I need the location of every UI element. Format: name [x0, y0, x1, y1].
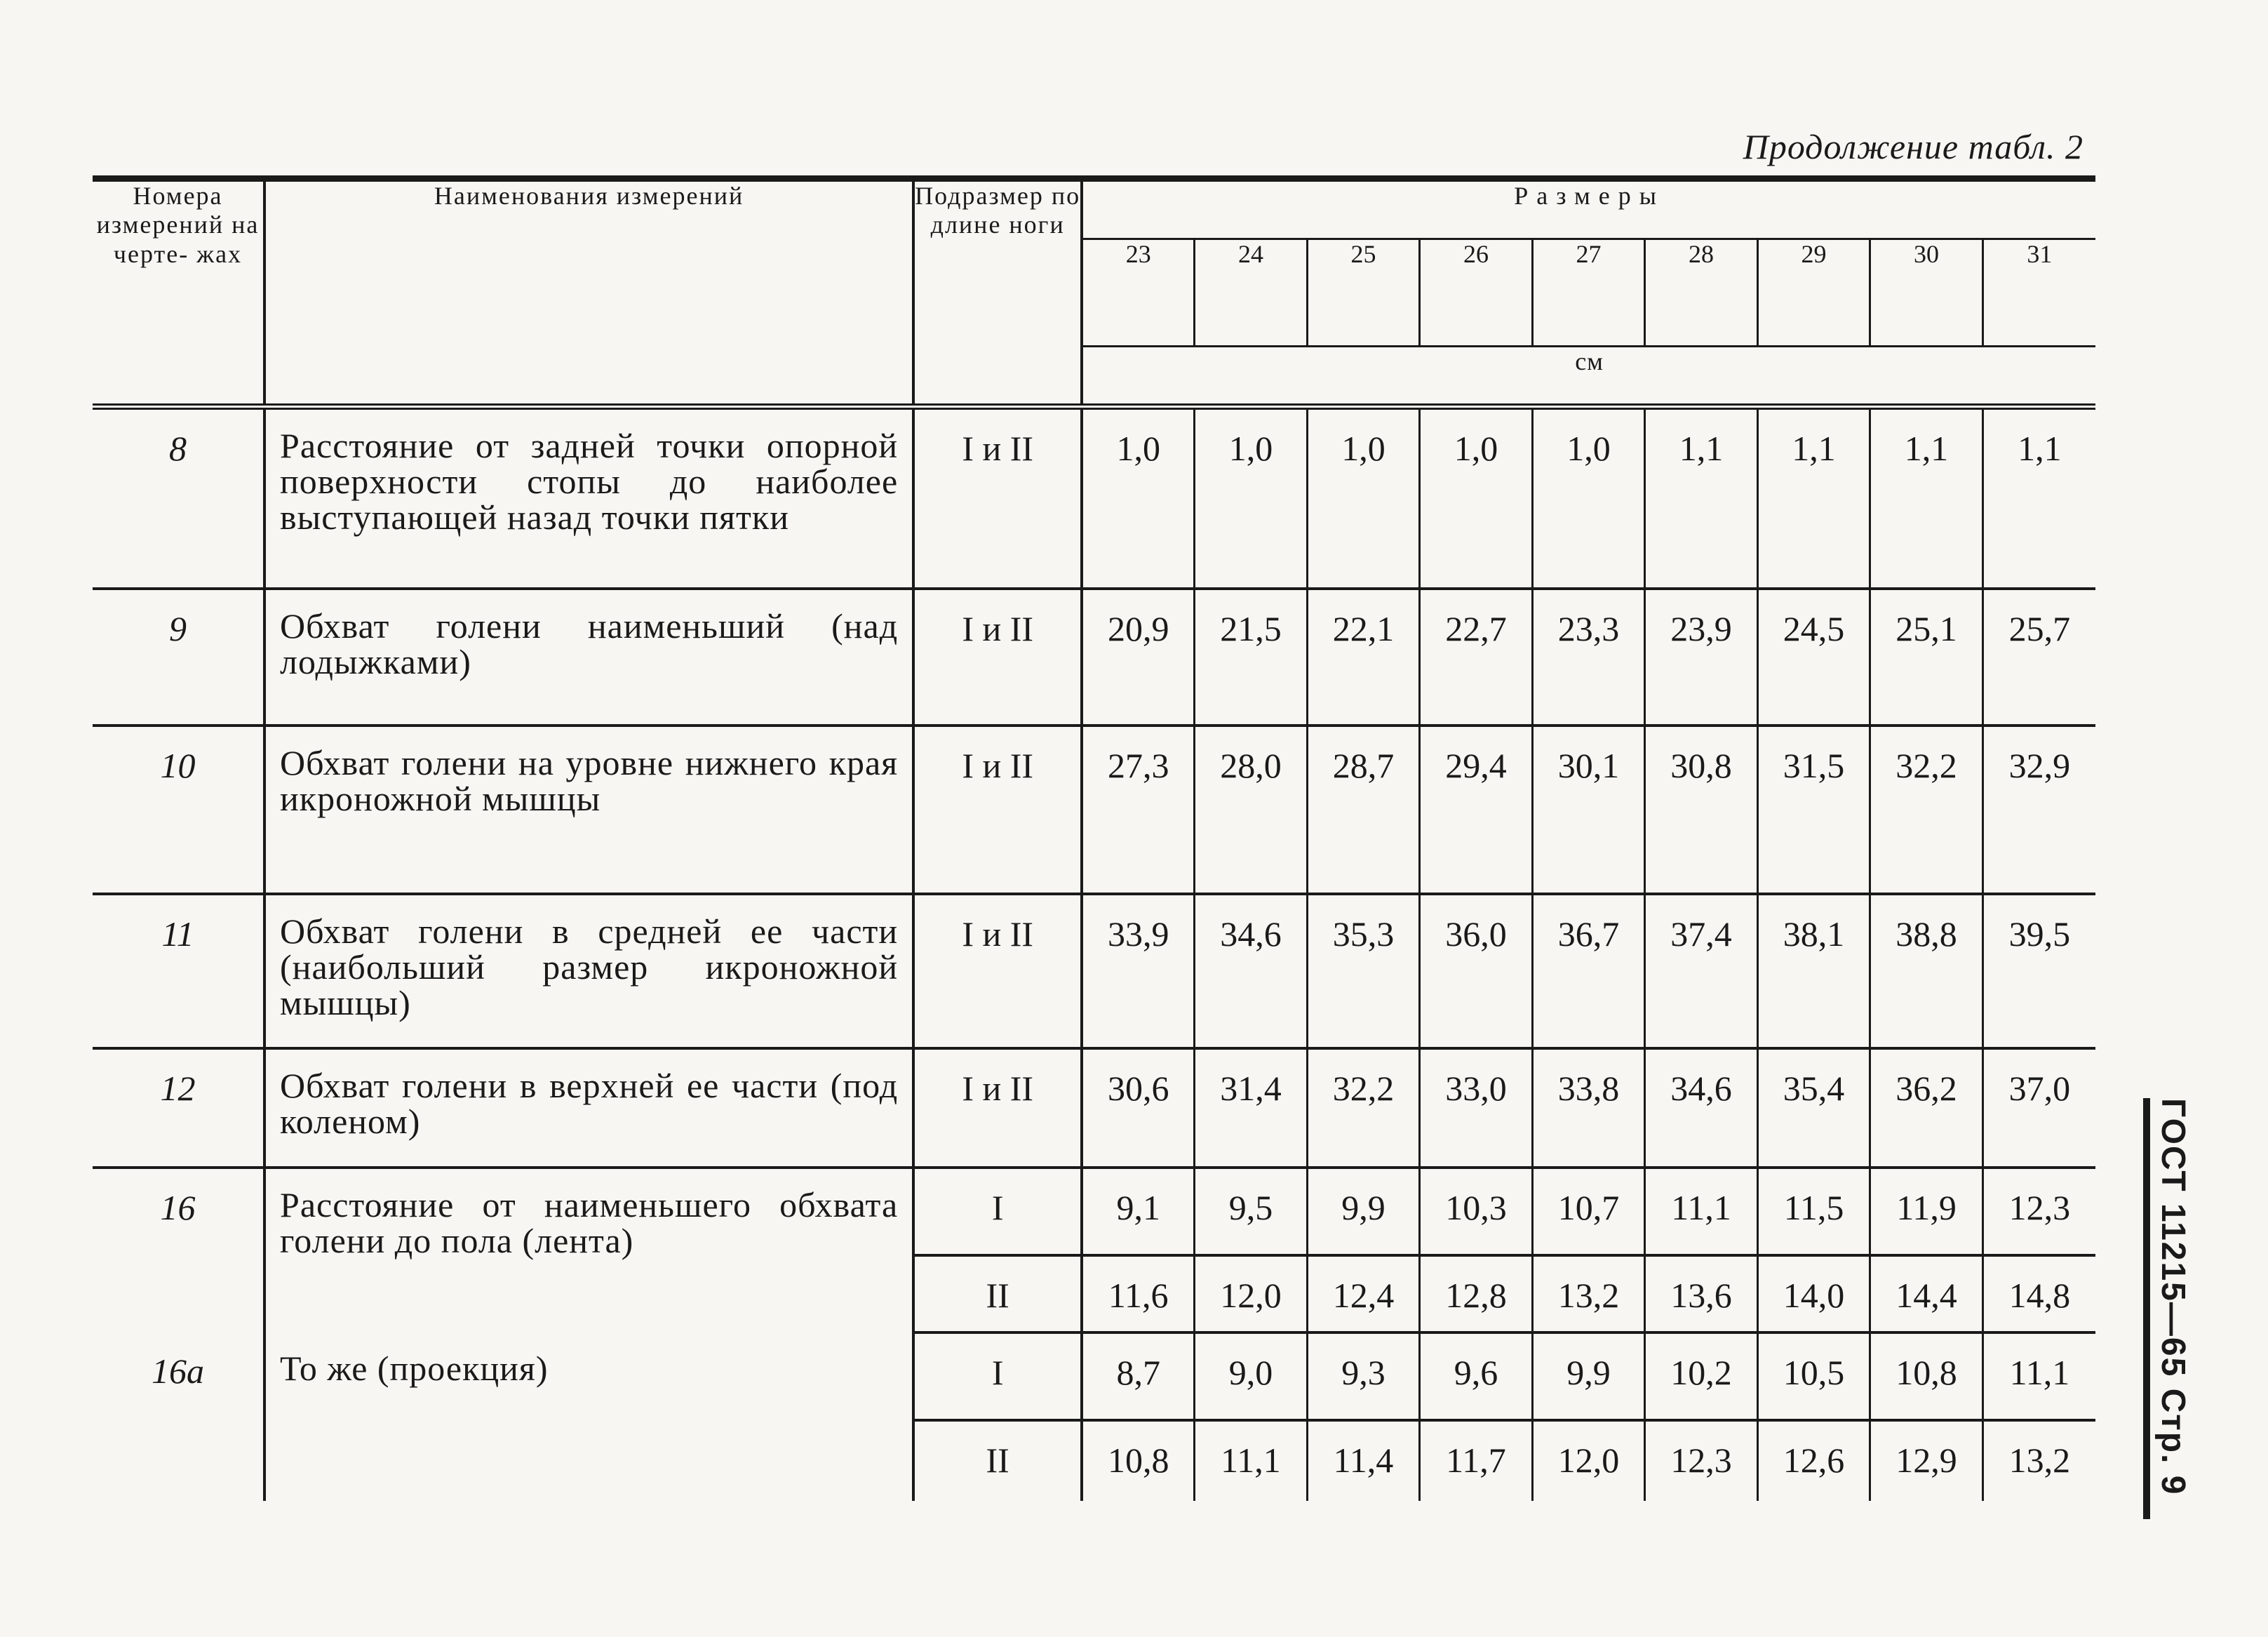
value-cell: 13,2 [1982, 1420, 2095, 1501]
value-cell: 30,8 [1645, 726, 1758, 894]
measurement-name: Обхват голени на уровне нижнего края икроножной мышцы [264, 726, 913, 894]
value-cell: 12,3 [1645, 1420, 1758, 1501]
measurement-name: Обхват голени в средней ее части (наибольший размер икроножной мышцы) [264, 894, 913, 1048]
header-size: 25 [1307, 239, 1420, 347]
value-cell: 1,1 [1982, 410, 2095, 589]
value-cell: 10,5 [1757, 1332, 1870, 1420]
value-cell: 1,1 [1645, 410, 1758, 589]
header-number: Номера измерений на черте- жах [93, 179, 264, 407]
value-cell: 8,7 [1082, 1332, 1195, 1420]
value-cell: 27,3 [1082, 726, 1195, 894]
value-cell: 9,9 [1532, 1332, 1645, 1420]
value-cell: 10,8 [1870, 1332, 1983, 1420]
side-page-label [2143, 1098, 2192, 1519]
value-cell: 25,7 [1982, 589, 2095, 726]
header-size: 28 [1645, 239, 1758, 347]
value-cell: 14,8 [1982, 1255, 2095, 1332]
value-cell: 12,6 [1757, 1420, 1870, 1501]
header-name: Наименования измерений [264, 179, 913, 407]
header-size: 27 [1532, 239, 1645, 347]
subsize-cell: I [913, 1168, 1082, 1255]
header-size: 30 [1870, 239, 1983, 347]
value-cell: 21,5 [1195, 589, 1308, 726]
header-size: 24 [1195, 239, 1308, 347]
value-cell: 20,9 [1082, 589, 1195, 726]
value-cell: 1,1 [1757, 410, 1870, 589]
subsize-cell: I и II [913, 894, 1082, 1048]
value-cell: 9,9 [1307, 1168, 1420, 1255]
value-cell: 11,5 [1757, 1168, 1870, 1255]
table-row [93, 410, 2095, 589]
value-cell: 9,6 [1420, 1332, 1533, 1420]
table-row [93, 589, 2095, 726]
value-cell: 31,4 [1195, 1048, 1308, 1168]
side-page-label-text: ГОСТ 11215—65 Стр. 9 [2154, 1098, 2192, 1496]
value-cell: 1,0 [1307, 410, 1420, 589]
measurements-table [93, 175, 2095, 1501]
value-cell: 32,2 [1870, 726, 1983, 894]
value-cell: 32,2 [1307, 1048, 1420, 1168]
value-cell: 28,7 [1307, 726, 1420, 894]
value-cell: 22,7 [1420, 589, 1533, 726]
measurement-number: 11 [93, 894, 264, 1048]
value-cell: 24,5 [1757, 589, 1870, 726]
value-cell: 1,0 [1082, 410, 1195, 589]
header-size: 23 [1082, 239, 1195, 347]
header-size: 26 [1420, 239, 1533, 347]
table-caption: Продолжение табл. 2 [1743, 127, 2084, 166]
measurement-name: Обхват голени наименьший (над лодыжками) [264, 589, 913, 726]
value-cell: 11,1 [1982, 1332, 2095, 1420]
measurement-number: 16 [93, 1168, 264, 1332]
value-cell: 14,0 [1757, 1255, 1870, 1332]
subsize-cell: II [913, 1255, 1082, 1332]
table-row [93, 1168, 2095, 1255]
value-cell: 11,7 [1420, 1420, 1533, 1501]
subsize-cell: I и II [913, 1048, 1082, 1168]
value-cell: 25,1 [1870, 589, 1983, 726]
value-cell: 38,1 [1757, 894, 1870, 1048]
value-cell: 11,4 [1307, 1420, 1420, 1501]
value-cell: 30,6 [1082, 1048, 1195, 1168]
value-cell: 1,0 [1195, 410, 1308, 589]
value-cell: 33,9 [1082, 894, 1195, 1048]
subsize-cell: I и II [913, 589, 1082, 726]
value-cell: 9,3 [1307, 1332, 1420, 1420]
value-cell: 12,9 [1870, 1420, 1983, 1501]
value-cell: 33,0 [1420, 1048, 1533, 1168]
value-cell: 23,9 [1645, 589, 1758, 726]
subsize-cell: I и II [913, 726, 1082, 894]
measurement-number: 9 [93, 589, 264, 726]
measurement-name: То же (проекция) [264, 1332, 913, 1501]
value-cell: 23,3 [1532, 589, 1645, 726]
value-cell: 12,0 [1532, 1420, 1645, 1501]
value-cell: 32,9 [1982, 726, 2095, 894]
value-cell: 12,4 [1307, 1255, 1420, 1332]
value-cell: 35,4 [1757, 1048, 1870, 1168]
measurement-name: Расстояние от задней точки опорной поверхности стопы до наиболее выступающей назад точки пятки [264, 410, 913, 589]
value-cell: 14,4 [1870, 1255, 1983, 1332]
value-cell: 11,1 [1195, 1420, 1308, 1501]
value-cell: 37,0 [1982, 1048, 2095, 1168]
value-cell: 12,8 [1420, 1255, 1533, 1332]
value-cell: 1,1 [1870, 410, 1983, 589]
measurement-number: 12 [93, 1048, 264, 1168]
value-cell: 36,0 [1420, 894, 1533, 1048]
subsize-cell: I [913, 1332, 1082, 1420]
value-cell: 29,4 [1420, 726, 1533, 894]
header-size: 29 [1757, 239, 1870, 347]
table-row [93, 1332, 2095, 1420]
value-cell: 10,2 [1645, 1332, 1758, 1420]
measurement-number: 10 [93, 726, 264, 894]
header-subsize: Подразмер по длине ноги [913, 179, 1082, 407]
measurement-name: Расстояние от наименьшего обхвата голени до пола (лента) [264, 1168, 913, 1332]
value-cell: 12,0 [1195, 1255, 1308, 1332]
value-cell: 38,8 [1870, 894, 1983, 1048]
value-cell: 1,0 [1420, 410, 1533, 589]
measurement-name: Обхват голени в верхней ее части (под коленом) [264, 1048, 913, 1168]
header-unit: см [1082, 347, 2095, 407]
table-row [93, 1048, 2095, 1168]
value-cell: 9,1 [1082, 1168, 1195, 1255]
subsize-cell: II [913, 1420, 1082, 1501]
header-sizes: Размеры [1082, 179, 2095, 239]
value-cell: 39,5 [1982, 894, 2095, 1048]
measurement-number: 16а [93, 1332, 264, 1501]
value-cell: 11,9 [1870, 1168, 1983, 1255]
value-cell: 13,6 [1645, 1255, 1758, 1332]
value-cell: 10,8 [1082, 1420, 1195, 1501]
value-cell: 9,0 [1195, 1332, 1308, 1420]
value-cell: 28,0 [1195, 726, 1308, 894]
value-cell: 36,2 [1870, 1048, 1983, 1168]
value-cell: 36,7 [1532, 894, 1645, 1048]
header-size: 31 [1982, 239, 2095, 347]
value-cell: 30,1 [1532, 726, 1645, 894]
value-cell: 34,6 [1195, 894, 1308, 1048]
value-cell: 37,4 [1645, 894, 1758, 1048]
value-cell: 9,5 [1195, 1168, 1308, 1255]
value-cell: 11,1 [1645, 1168, 1758, 1255]
value-cell: 31,5 [1757, 726, 1870, 894]
value-cell: 22,1 [1307, 589, 1420, 726]
value-cell: 11,6 [1082, 1255, 1195, 1332]
value-cell: 1,0 [1532, 410, 1645, 589]
value-cell: 34,6 [1645, 1048, 1758, 1168]
table-row [93, 894, 2095, 1048]
value-cell: 10,7 [1532, 1168, 1645, 1255]
measurement-number: 8 [93, 410, 264, 589]
value-cell: 12,3 [1982, 1168, 2095, 1255]
value-cell: 10,3 [1420, 1168, 1533, 1255]
subsize-cell: I и II [913, 410, 1082, 589]
value-cell: 13,2 [1532, 1255, 1645, 1332]
value-cell: 33,8 [1532, 1048, 1645, 1168]
table-row [93, 726, 2095, 894]
value-cell: 35,3 [1307, 894, 1420, 1048]
